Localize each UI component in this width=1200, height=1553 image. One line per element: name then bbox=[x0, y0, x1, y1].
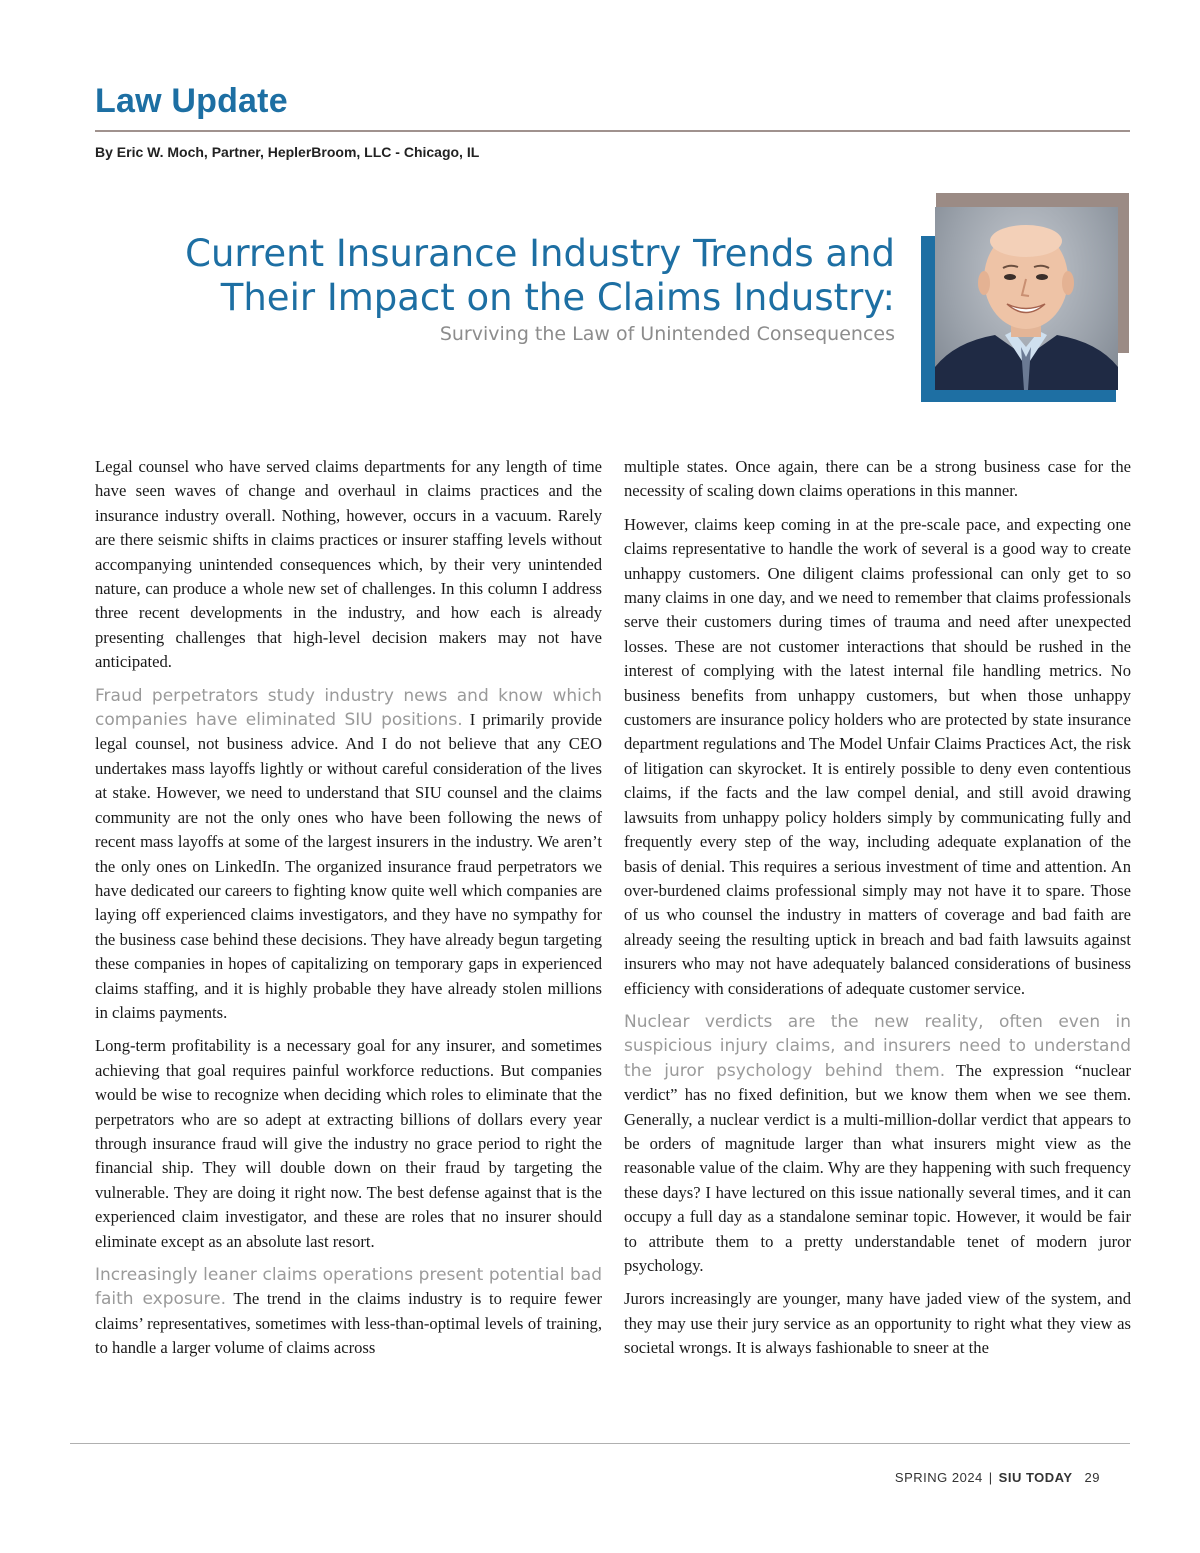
lead-in-bad-faith: Increasingly leaner claims operations present potential bad faith exposure. bbox=[95, 1265, 602, 1310]
footer-divider bbox=[70, 1443, 1130, 1444]
paragraph-intro: Legal counsel who have served claims departments for any length of time have seen waves of change and overhaul in claims practices and the insurance industry overall. Nothing, however, occurs in a vacuum. Rarely are there seismic shifts in claims practices or insurer staffing levels without accompanying unintended consequences which, by their very unintended nature, can produce a whole new set of challenges. In this column I address three recent developments in the industry, and how each is already presenting challenges that high-level decision makers may not have anticipated. bbox=[95, 457, 602, 672]
footer-publication: SIU TODAY bbox=[998, 1470, 1073, 1485]
paragraph-fraud-body: I primarily provide legal counsel, not business advice. And I do not believe that any CEO undertakes mass layoffs lightly or without careful consideration of the lives at stake. However, we need to understand that SIU counsel and the claims community are not the only ones who have been following the news of recent mass layoffs at some of the largest insurers in the industry. We aren’t the only ones on LinkedIn. The organized insurance fraud perpetrators we have dedicated our careers to fighting know quite well which companies are laying off experienced claims investigators, and they have no sympathy for the business case behind these decisions. They have already begun targeting these companies in hopes of capitalizing on temporary gaps in experienced claims staffing, and it is highly probable they have already stolen millions in claims payments. bbox=[95, 710, 602, 1022]
lead-in-nuclear: Nuclear verdicts are the new reality, often even in suspicious injury claims, and insurers need to understand the juror psychology behind them. bbox=[624, 1011, 1131, 1081]
article-subtitle: Surviving the Law of Unintended Consequences bbox=[439, 323, 895, 345]
header-divider bbox=[95, 130, 1130, 132]
paragraph-nuclear bbox=[624, 1010, 1131, 1278]
paragraph-bad-faith-body: The trend in the claims industry is to require fewer claims’ representatives, sometimes with less-than-optimal levels of training, to handle a larger volume of claims across bbox=[95, 1289, 602, 1358]
paragraph-jurors: Jurors increasingly are younger, many have jaded view of the system, and they may use their jury service as an opportunity to right what they view as societal wrongs. It is always fashionable to sneer at the bbox=[624, 1289, 1131, 1358]
article-title bbox=[135, 232, 895, 320]
author-photo bbox=[935, 207, 1118, 390]
author-portrait-illustration bbox=[935, 207, 1118, 390]
page-footer bbox=[895, 1470, 1100, 1485]
author-photo-frame bbox=[921, 193, 1131, 403]
paragraph-customers: However, claims keep coming in at the pre-scale pace, and expecting one claims representative to handle the work of several is a good way to create unhappy customers. One diligent claims professional can only get to so many claims in one day, and we need to remember that claims professionals serve their customers during times of trauma and need after unexpected losses. These are not customer interactions that should be rushed in the interest of complying with the latest internal file handling metrics. No business benefits from unhappy customers, but when those unhappy customers are insurance policy holders who are protected by state insurance department regulations and The Model Unfair Claims Practices Act, the risk of litigation can skyrocket. It is entirely possible to deny even contentious claims, if the facts and the law compel denial, and still avoid drawing lawsuits from unhappy policy holders simply by communicating fully and frequently every step of the way, including adequate explanation of the basis of denial. This requires a serious investment of time and attention. An over-burdened claims professional simply may not have it to spare. Those of us who counsel the industry in matters of coverage and bad faith are already seeing the resulting uptick in breach and bad faith lawsuits against insurers who may not have adequately balanced considerations of business efficiency with considerations of adequate customer service. bbox=[624, 514, 1131, 998]
paragraph-nuclear-body: The expression “nuclear verdict” has no fixed definition, but we know them when we see them. Generally, a nuclear verdict is a multi-million-dollar verdict that appears to be orders of magnitude larger than what insurers might view as the reasonable value of the claim. Why are they happening with such frequency these days? I have lectured on this issue nationally several times, and it can occupy a full day as a standalone seminar topic. However, it would be fair to attribute them to a pretty understandable tenet of modern juror psychology. bbox=[624, 1060, 1131, 1275]
article-title-line-1: Current Insurance Industry Trends and bbox=[185, 232, 895, 275]
lead-in-fraud: Fraud perpetrators study industry news and know which companies have eliminated SIU positions. bbox=[95, 685, 602, 731]
byline: By Eric W. Moch, Partner, HeplerBroom, LLC - Chicago, IL bbox=[95, 144, 480, 160]
footer-separator: | bbox=[988, 1470, 993, 1485]
page-number: 29 bbox=[1084, 1470, 1100, 1485]
article-column-left bbox=[95, 455, 602, 1370]
section-title: Law Update bbox=[95, 82, 288, 120]
paragraph-bad-faith bbox=[95, 1263, 602, 1361]
article-column-right bbox=[624, 455, 1131, 1370]
paragraph-states: multiple states. Once again, there can be a strong business case for the necessity of scaling down claims operations in this manner. bbox=[624, 457, 1131, 501]
paragraph-profitability: Long-term profitability is a necessary goal for any insurer, and sometimes achieving that goal requires painful workforce reductions. But companies would be wise to recognize when deciding which roles to eliminate that the perpetrators who are so adept at extracting billions of dollars every year through insurance fraud will give the industry no grace period to right the financial ship. They will double down on their fraud by targeting the vulnerable. They are doing it right now. The best defense against that is the experienced claim investigator, and these are roles that no insurer should eliminate except as an absolute last resort. bbox=[95, 1036, 602, 1251]
footer-season: SPRING 2024 bbox=[894, 1470, 983, 1485]
paragraph-fraud bbox=[95, 684, 602, 1026]
article-title-line-2: Their Impact on the Claims Industry: bbox=[220, 276, 895, 319]
